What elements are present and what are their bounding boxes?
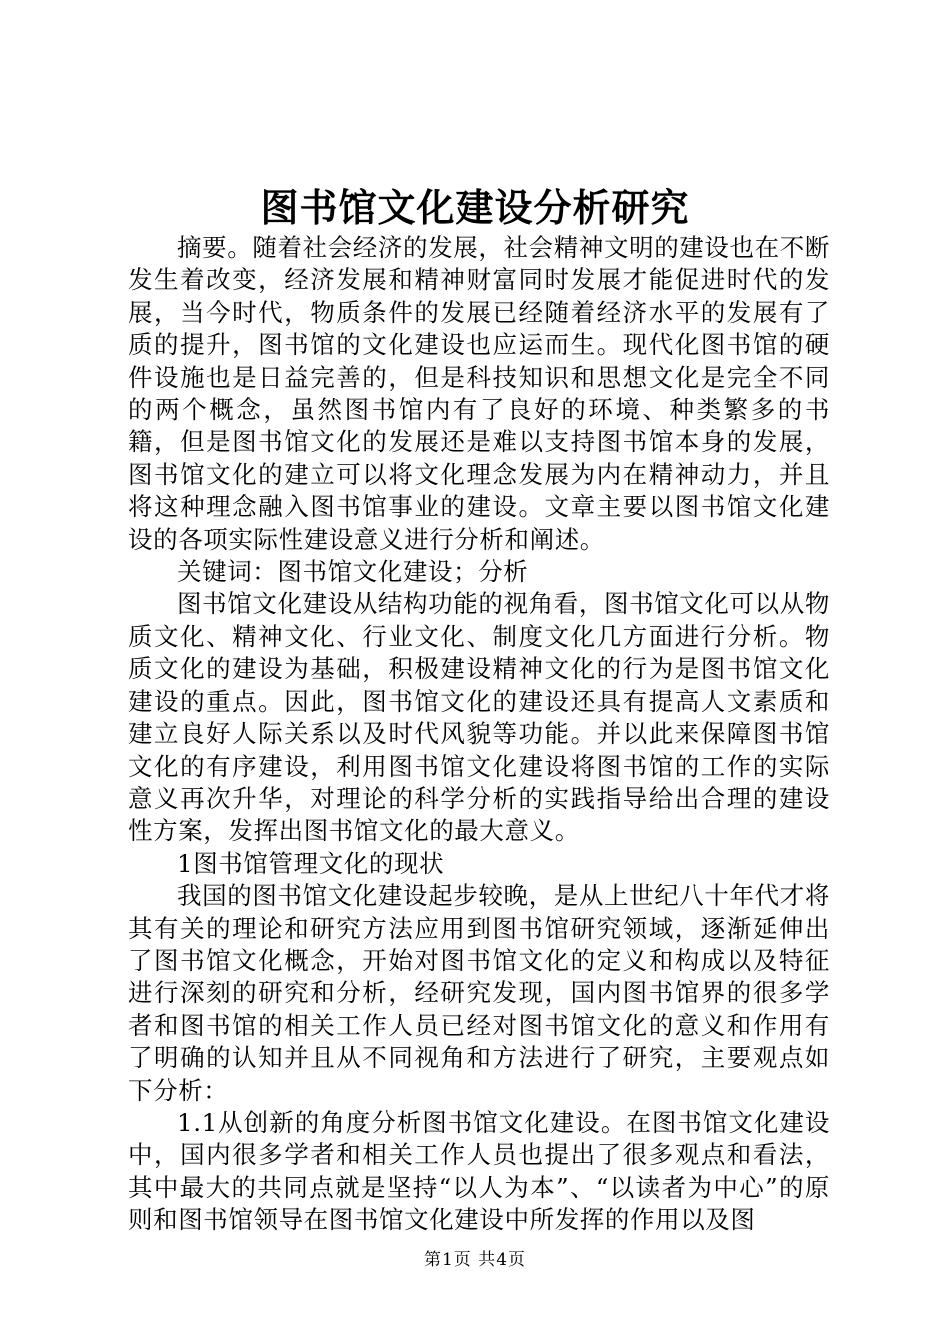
section-heading: 1图书馆管理文化的现状 [177,848,445,878]
document-title: 图书馆文化建设分析研究 [260,185,690,230]
body-paragraph: 我国的图书馆文化建设起步较晚，是从上世纪八十年代才将其有关的理论和研究方法应用到图书馆研究领域，逐渐延伸出了图书馆文化概念，开始对图书馆文化的定义和构成以及特征进行深刻的研究和分析，经研究发现，国内图书馆界的很多学者和图书馆的相关工作人员已经对图书馆文化的意义和作用有了明确的认知并且从不同视角和方法进行了研究，主要观点如下分析： [128,881,830,1105]
subsection-paragraph: 1.1从创新的角度分析图书馆文化建设。在图书馆文化建设中，国内很多学者和相关工作人员也提出了很多观点和看法，其中最大的共同点就是坚持“以人为本”、“以读者为中心”的原则和图书馆领导在图书馆文化建设中所发挥的作用以及图 [128,1107,830,1235]
abstract-paragraph: 摘要。随着社会经济的发展，社会精神文明的建设也在不断发生着改变，经济发展和精神财富同时发展才能促进时代的发展，当今时代，物质条件的发展已经随着经济水平的发展有了质的提升，图书馆的文化建设也应运而生。现代化图书馆的硬件设施也是日益完善的，但是科技知识和思想文化是完全不同的两个概念，虽然图书馆内有了良好的环境、种类繁多的书籍，但是图书馆文化的发展还是难以支持图书馆本身的发展，图书馆文化的建立可以将文化理念发展为内在精神动力，并且将这种理念融入图书馆事业的建设。文章主要以图书馆文化建设的各项实际性建设意义进行分析和阐述。 [128,233,830,554]
body-paragraph: 图书馆文化建设从结构功能的视角看，图书馆文化可以从物质文化、精神文化、行业文化、制度文化几方面进行分析。物质文化的建设为基础，积极建设精神文化的行为是图书馆文化建设的重点。因此，图书馆文化的建设还具有提高人文素质和建立良好人际关系以及时代风貌等功能。并以此来保障图书馆文化的有序建设，利用图书馆文化建设将图书馆的工作的实际意义再次升华，对理论的科学分析的实践指导给出合理的建设性方案，发挥出图书馆文化的最大意义。 [128,589,830,846]
keywords-paragraph: 关键词：图书馆文化建设；分析 [177,557,529,587]
page-footer: 第1页 共4页 [423,1250,527,1270]
document-body [128,232,830,1237]
